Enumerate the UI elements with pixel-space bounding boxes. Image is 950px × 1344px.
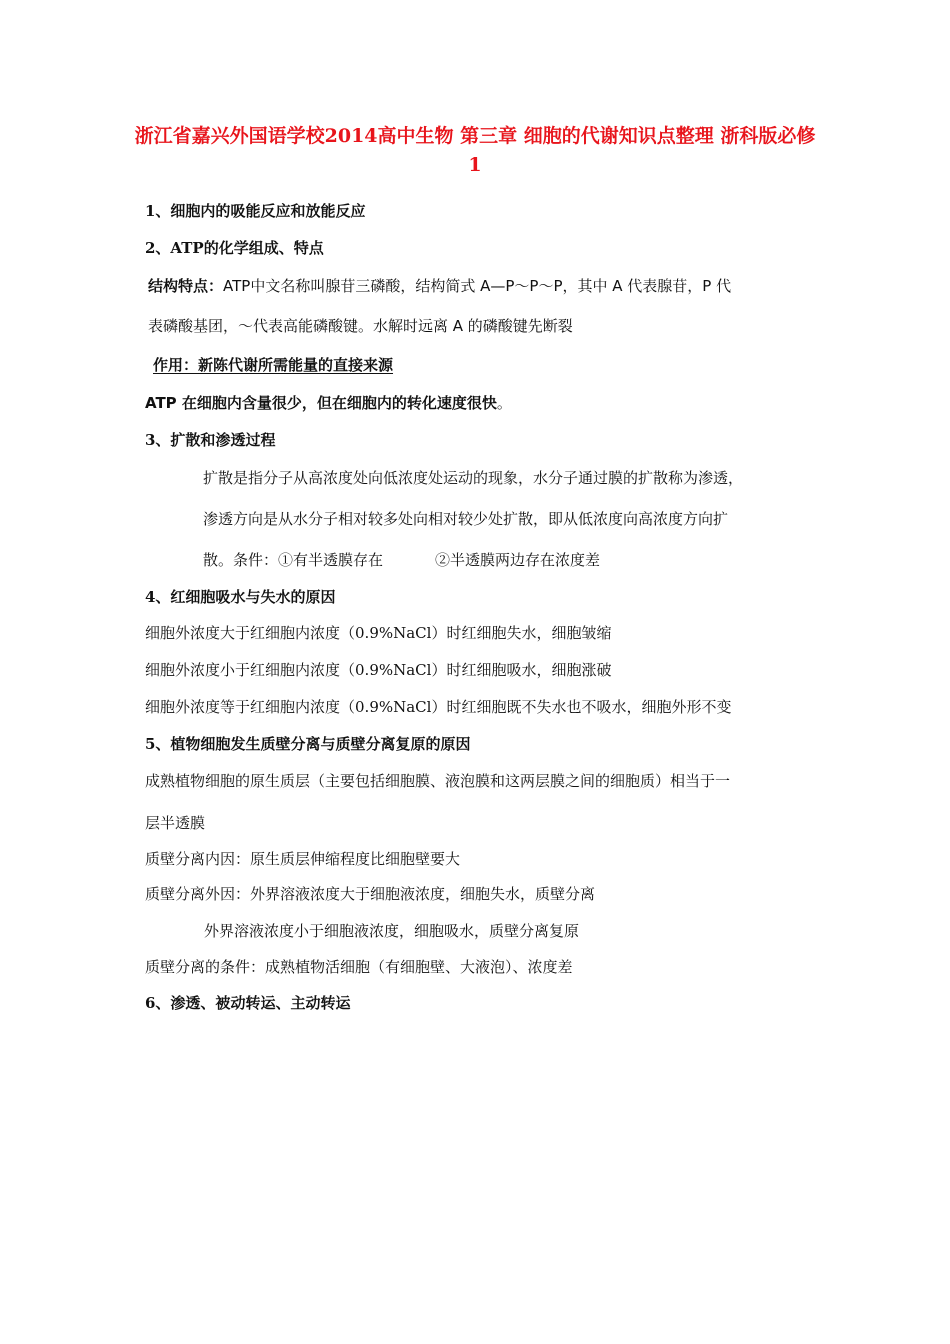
- rbc-line-3: 细胞外浓度等于红细胞内浓度（0.9%NaCl）时红细胞既不失水也不吸水，细胞外形不变: [145, 698, 732, 716]
- diffusion-line-3: [203, 550, 600, 570]
- section-5-heading: 5、植物细胞发生质壁分离与质壁分离复原的原因: [145, 735, 471, 753]
- plasmolysis-internal-cause: 质壁分离内因：原生质层伸缩程度比细胞壁要大: [145, 850, 461, 868]
- atp-structure-text-1: ATP中文名称叫腺苷三磷酸，结构简式 A—P～P～P，其中 A 代表腺苷，P 代: [223, 277, 732, 295]
- atp-note-bold: ATP 在细胞内含量很少，但在细胞内的转化速度很快: [145, 394, 497, 412]
- plasmolysis-line-1: 成熟植物细胞的原生质层（主要包括细胞膜、液泡膜和这两层膜之间的细胞质）相当于一: [145, 772, 731, 790]
- atp-note: [145, 393, 512, 413]
- atp-structure-label: 结构特点：: [148, 277, 224, 295]
- condition-1: 散。条件：①有半透膜存在: [203, 551, 384, 569]
- plasmolysis-line-2: 层半透膜: [145, 814, 206, 832]
- rbc-line-2: 细胞外浓度小于红细胞内浓度（0.9%NaCl）时红细胞吸水，细胞涨破: [145, 661, 612, 679]
- plasmolysis-recovery: 外界溶液浓度小于细胞液浓度，细胞吸水，质壁分离复原: [204, 922, 580, 940]
- rbc-line-1: 细胞外浓度大于红细胞内浓度（0.9%NaCl）时红细胞失水，细胞皱缩: [145, 624, 612, 642]
- document-title: 浙江省嘉兴外国语学校2014高中生物 第三章 细胞的代谢知识点整理 浙科版必修1: [134, 125, 816, 176]
- atp-note-end: 。: [496, 394, 512, 412]
- section-1-heading: 1、细胞内的吸能反应和放能反应: [145, 202, 366, 220]
- plasmolysis-external-cause: 质壁分离外因：外界溶液浓度大于细胞液浓度，细胞失水，质壁分离: [145, 885, 596, 903]
- atp-structure-line-1: [148, 276, 731, 296]
- atp-function: 作用：新陈代谢所需能量的直接来源: [153, 356, 394, 374]
- section-4-heading: 4、红细胞吸水与失水的原因: [145, 588, 336, 606]
- section-6-heading: 6、渗透、被动转运、主动转运: [145, 994, 351, 1012]
- plasmolysis-conditions: 质壁分离的条件：成熟植物活细胞（有细胞壁、大液泡）、浓度差: [145, 958, 573, 976]
- atp-structure-line-2: 表磷酸基团，～代表高能磷酸键。水解时远离 A 的磷酸键先断裂: [148, 317, 573, 335]
- section-3-heading: 3、扩散和渗透过程: [145, 431, 276, 449]
- diffusion-line-1: 扩散是指分子从高浓度处向低浓度处运动的现象，水分子通过膜的扩散称为渗透，: [203, 469, 744, 487]
- condition-2: ②半透膜两边存在浓度差: [435, 551, 601, 569]
- diffusion-line-2: 渗透方向是从水分子相对较多处向相对较少处扩散，即从低浓度向高浓度方向扩: [203, 510, 729, 528]
- section-2-heading: 2、ATP的化学组成、特点: [145, 239, 324, 257]
